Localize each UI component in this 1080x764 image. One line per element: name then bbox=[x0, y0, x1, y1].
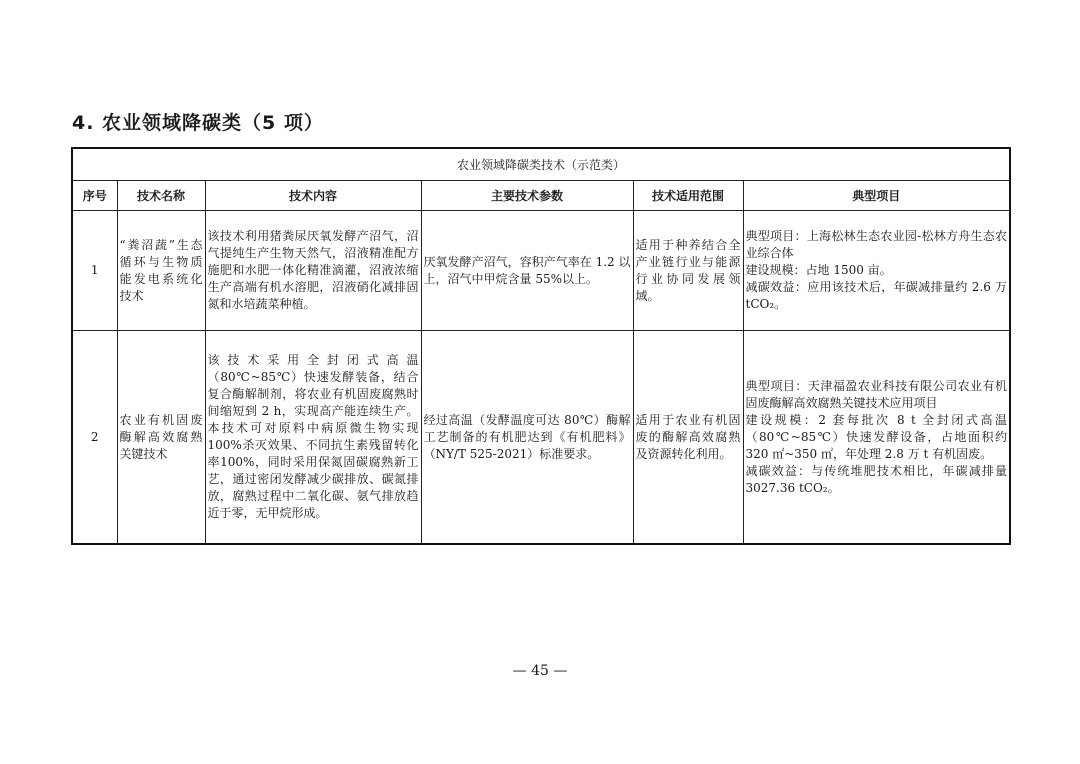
typical-project bbox=[743, 211, 1010, 331]
row-number: 1 bbox=[72, 211, 117, 331]
row-number: 2 bbox=[72, 331, 117, 545]
table-row bbox=[72, 331, 1010, 545]
tech-name: 农业有机固废酶解高效腐熟关键技术 bbox=[117, 331, 205, 545]
tech-params: 经过高温（发酵温度可达 80℃）酶解工艺制备的有机肥达到《有机肥料》（NY/T 525-2021）标准要求。 bbox=[421, 331, 633, 545]
table-caption: 农业领域降碳类技术（示范类） bbox=[72, 148, 1010, 181]
tech-content: 该技术采用全封闭式高温（80℃~85℃）快速发酵装备，结合复合酶解制剂，将农业有机固废腐熟时间缩短到 2 h，实现高产能连续生产。本技术可对原料中病原微生物实现 100%杀灭效果、不同抗生素残留转化率100%，同时采用保氮固碳腐熟新工艺，通过密闭发酵减少碳排放、碳氮排放，腐熟过程中二氧化碳、氨气排放趋近于零，无甲烷形成。 bbox=[205, 331, 421, 545]
project-line: 建设规模：2 套每批次 8 t 全封闭式高温（80℃~85℃）快速发酵设备，占地面积约 320 ㎡~350 ㎡，年处理 2.8 万 t 有机固废。 bbox=[745, 412, 1008, 461]
project-line: 典型项目：天津福盈农业科技有限公司农业有机固废酶解高效腐熟关键技术应用项目 bbox=[745, 378, 1008, 410]
technology-table bbox=[71, 147, 1011, 545]
tech-scope: 适用于农业有机固废的酶解高效腐熟及资源转化利用。 bbox=[633, 331, 743, 545]
column-header-name: 技术名称 bbox=[117, 181, 205, 211]
project-line: 减碳效益：与传统堆肥技术相比，年碳减排量 3027.36 tCO₂。 bbox=[745, 463, 1008, 495]
column-header-scope: 技术适用范围 bbox=[633, 181, 743, 211]
column-header-project: 典型项目 bbox=[743, 181, 1010, 211]
project-line: 典型项目：上海松林生态农业园-松林方舟生态农业综合体 bbox=[745, 229, 1008, 260]
tech-content: 该技术利用猪粪尿厌氧发酵产沼气，沼气提纯生产生物天然气，沼液精准配方施肥和水肥一体化精准滴灌，沼液浓缩生产高端有机水溶肥，沼液硝化减排固氮和水培蔬菜种植。 bbox=[205, 211, 421, 331]
page-number: — 45 — bbox=[512, 663, 568, 679]
tech-scope: 适用于种养结合全产业链行业与能源行业协同发展领域。 bbox=[633, 211, 743, 331]
typical-project bbox=[743, 331, 1010, 545]
table-header-row bbox=[72, 181, 1010, 211]
project-line: 减碳效益：应用该技术后，年碳减排量约 2.6 万 tCO₂。 bbox=[745, 280, 1008, 311]
column-header-no: 序号 bbox=[72, 181, 117, 211]
section-heading: 4. 农业领域降碳类（5 项） bbox=[72, 112, 324, 134]
tech-params: 厌氧发酵产沼气，容积产气率在 1.2 以上，沼气中甲烷含量 55%以上。 bbox=[421, 211, 633, 331]
tech-name: “粪沼蔬”生态循环与生物质能发电系统化技术 bbox=[117, 211, 205, 331]
project-line: 建设规模：占地 1500 亩。 bbox=[745, 263, 892, 277]
column-header-params: 主要技术参数 bbox=[421, 181, 633, 211]
table-row bbox=[72, 211, 1010, 331]
table-caption-row bbox=[72, 148, 1010, 181]
column-header-content: 技术内容 bbox=[205, 181, 421, 211]
